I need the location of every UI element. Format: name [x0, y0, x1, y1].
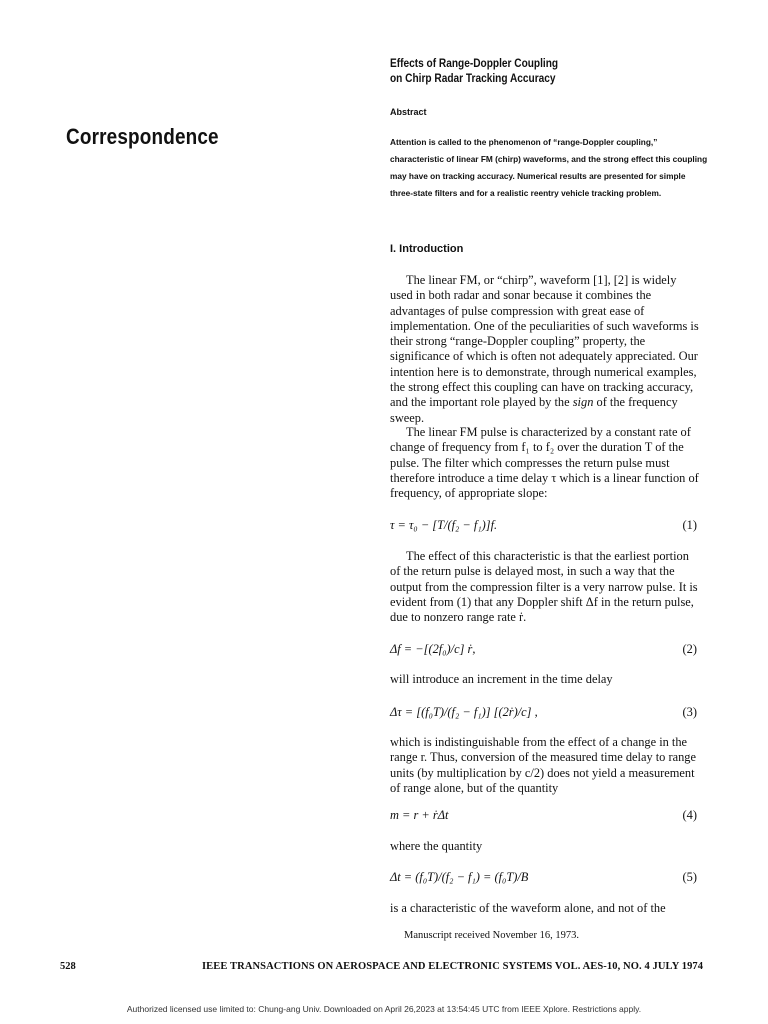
intro-paragraph-5 [390, 735, 702, 796]
equation-1-expr: τ = τ₀ − [T/(f₂ − f₁)]f. [390, 518, 498, 532]
intro-p1-end: of the frequency sweep. [390, 395, 678, 425]
abstract-label: Abstract [390, 107, 427, 117]
article-title [390, 57, 558, 87]
intro-paragraph-6 [390, 839, 702, 854]
manuscript-footnote: Manuscript received November 16, 1973. [404, 930, 579, 941]
equation-3-number: (3) [682, 705, 697, 719]
equation-1 [390, 518, 697, 533]
intro-p5-text: which is indistinguishable from the effect of a change in the range r. Thus, conversion of the measured time delay to range units (by multiplication by c/2) does not yield a measurement of range alone, but of the quantity [390, 735, 696, 795]
article-title-line-2: on Chirp Radar Tracking Accuracy [390, 73, 556, 85]
equation-2 [390, 642, 697, 657]
equation-2-number: (2) [682, 642, 697, 656]
license-notice: Authorized licensed use limited to: Chung-ang Univ. Downloaded on April 26,2023 at 13:54:45 UTC from IEEE Xplore. Restrictions apply. [126, 1004, 642, 1014]
equation-1-number: (1) [682, 518, 697, 532]
intro-p1-sign: sign [572, 395, 594, 410]
intro-p6-text: where the quantity [390, 839, 483, 853]
equation-2-expr: Δf = −[(2f₀)/c] ṙ, [390, 642, 476, 656]
page-number: 528 [60, 961, 76, 972]
equation-5 [390, 870, 697, 885]
intro-p7-text: is a characteristic of the waveform alone, and not of the [390, 901, 666, 915]
intro-paragraph-7 [390, 901, 702, 916]
equation-4 [390, 808, 697, 823]
intro-heading: I. Introduction [390, 243, 464, 255]
abstract-text [390, 134, 710, 202]
intro-paragraph-3 [390, 549, 702, 625]
intro-p4-text: will introduce an increment in the time delay [390, 672, 613, 686]
equation-4-expr: m = r + ṙΔt [390, 808, 449, 822]
equation-3-expr: Δτ = [(f₀T)/(f₂ − f₁)] [(2ṙ)/c] , [390, 705, 538, 719]
section-heading: Correspondence [66, 124, 219, 149]
equation-4-number: (4) [682, 808, 697, 822]
intro-paragraph-2 [390, 425, 702, 501]
intro-paragraph-1 [390, 273, 702, 426]
journal-footer: IEEE TRANSACTIONS ON AEROSPACE AND ELECTRONIC SYSTEMS VOL. AES-10, NO. 4 JULY 1974 [202, 961, 704, 972]
abstract-body: Attention is called to the phenomenon of “range-Doppler coupling,” characteristic of linear FM (chirp) waveforms, and the strong effect this coupling may have on tracking accuracy. Numerical results are presented for simple three-state filters and for a realistic reentry vehicle tracking problem. [390, 137, 708, 198]
article-title-line-1: Effects of Range-Doppler Coupling [390, 58, 559, 70]
intro-p1-text: The linear FM, or “chirp”, waveform [1], [2] is widely used in both radar and sonar because it combines the advantages of pulse compression with great ease of implementation. One of the peculiarities of such waveforms is their strong “range-Doppler coupling” property, the significance of which is often not adequately appreciated. Our intention here is to demonstrate, through numerical examples, the strong effect this coupling can have on tracking accuracy, and the important role played by the [390, 273, 699, 410]
intro-paragraph-4 [390, 672, 702, 687]
equation-5-expr: Δt = (f₀T)/(f₂ − f₁) = (f₀T)/B [390, 870, 529, 884]
equation-3 [390, 705, 697, 720]
equation-5-number: (5) [682, 870, 697, 884]
intro-p2-text: The linear FM pulse is characterized by a constant rate of change of frequency from f₁ to f₂ over the duration T of the pulse. The filter which compresses the return pulse must therefore introduce a time delay τ which is a linear function of frequency, of appropriate slope: [390, 425, 699, 501]
intro-p3-text: The effect of this characteristic is that the earliest portion of the return pulse is delayed most, in such a way that the output from the compression filter is a very narrow pulse. It is evident from (1) that any Doppler shift Δf in the return pulse, due to nonzero range rate ṙ. [390, 549, 698, 625]
